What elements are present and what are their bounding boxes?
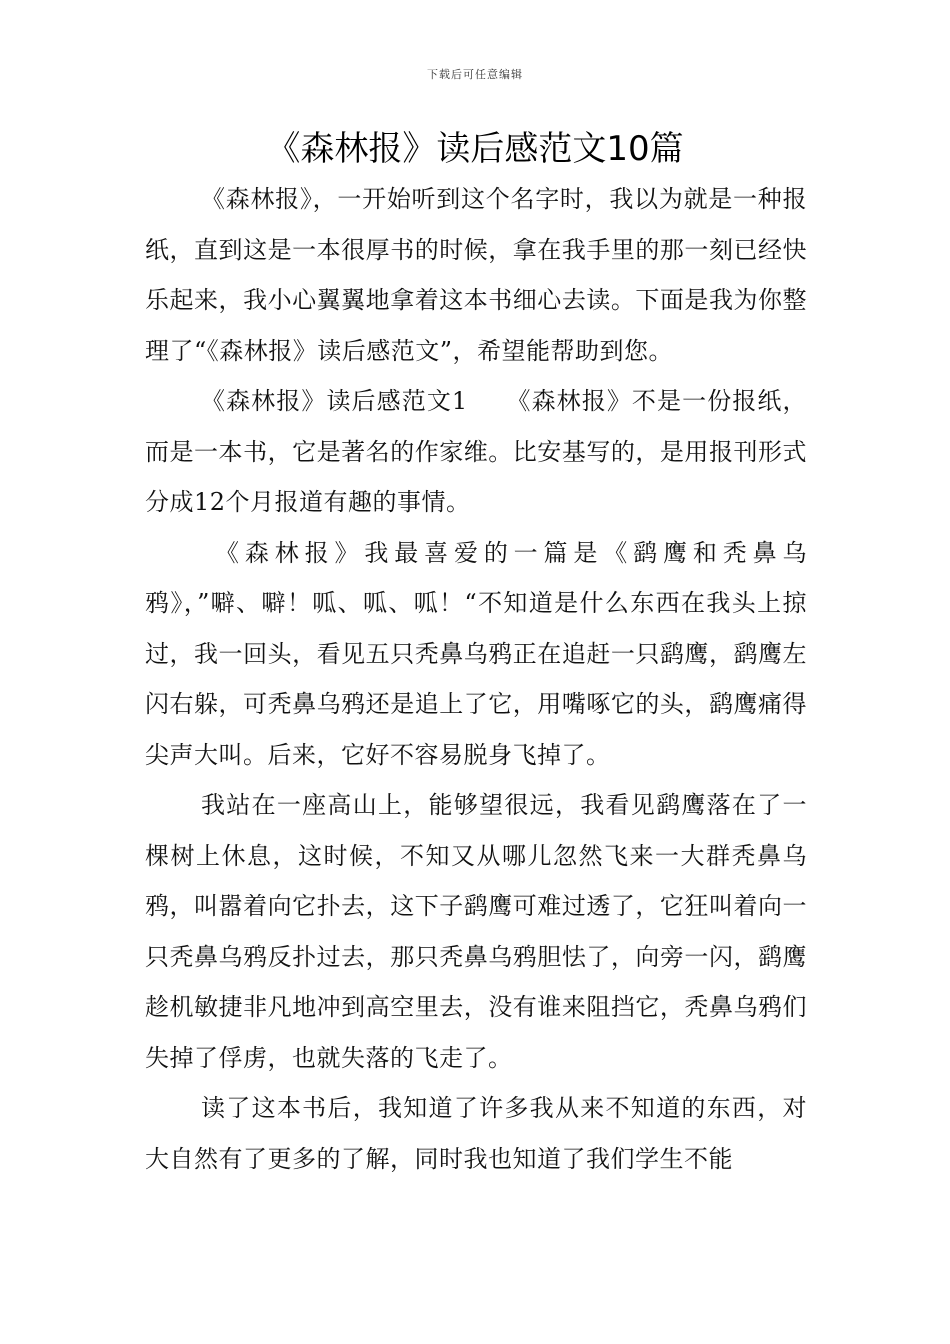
paragraph-reflection: 读了这本书后，我知道了许多我从来不知道的东西，对大自然有了更多的了解，同时我也知道了我们学生不能 <box>145 1094 807 1173</box>
paragraph-favorite-chapter: 《森林报》我最喜爱的一篇是《鹞鹰和秃鼻乌鸦》，”噼、噼！呱、呱、呱！“不知道是什么东西在我头上掠过，我一回头，看见五只秃鼻乌鸦正在追赶一只鹞鹰，鹞鹰左闪右躲，可秃鼻乌鸦还是追上了它，用嘴啄它的头，鹞鹰痛得尖声大叫。后来，它好不容易脱身飞掉了。 <box>145 538 807 769</box>
paragraph-mountain-scene: 我站在一座高山上，能够望很远，我看见鹞鹰落在了一棵树上休息，这时候，不知又从哪儿忽然飞来一大群秃鼻乌鸦，叫嚣着向它扑去，这下子鹞鹰可难过透了，它狂叫着向一只秃鼻乌鸦反扑过去，那只秃鼻乌鸦胆怯了，向旁一闪，鹞鹰趁机敏捷非凡地冲到高空里去，没有谁来阻挡它，秃鼻乌鸦们失掉了俘虏，也就失落的飞走了。 <box>145 791 807 1072</box>
paragraph-intro: 《森林报》，一开始听到这个名字时，我以为就是一种报纸，直到这是一本很厚书的时候，拿在我手里的那一刻已经快乐起来，我小心翼翼地拿着这本书细心去读。下面是我为你整理了“《森林报》读后感范文”，希望能帮助到您。 <box>145 185 807 365</box>
document-title: 《森林报》读后感范文10篇 <box>266 129 684 169</box>
document-body <box>145 174 807 1184</box>
header-note: 下载后可任意编辑 <box>427 68 523 81</box>
paragraph-essay-1-start: 《森林报》读后感范文1 《森林报》不是一份报纸，而是一本书，它是著名的作家维。比安基写的，是用报刊形式分成12个月报道有趣的事情。 <box>145 387 807 516</box>
